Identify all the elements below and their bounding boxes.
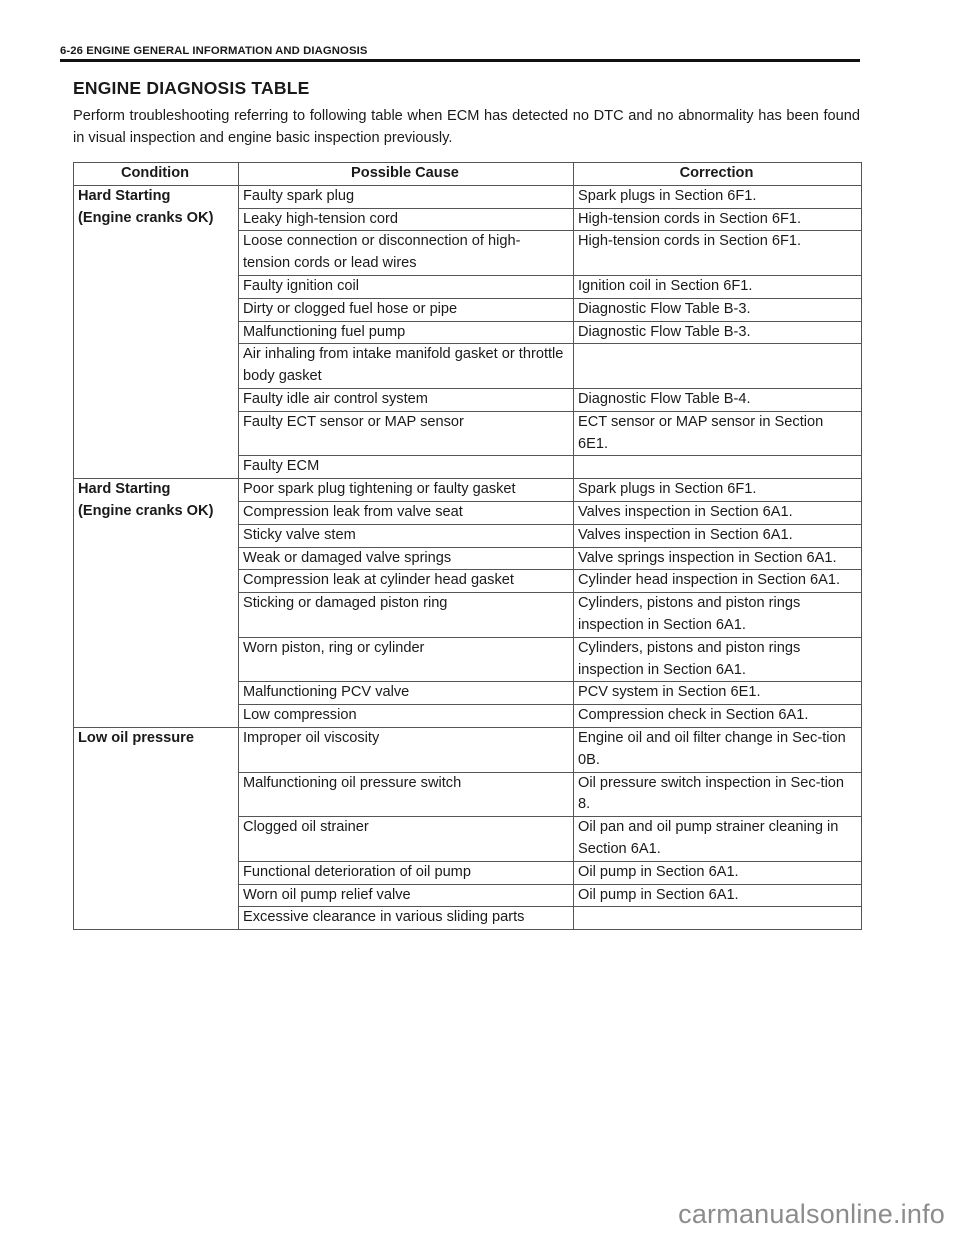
cause-cell: Functional deterioration of oil pump <box>239 861 574 884</box>
correction-cell: Valve springs inspection in Section 6A1. <box>574 547 862 570</box>
condition-line: Low oil pressure <box>78 729 194 746</box>
cause-cell: Compression leak at cylinder head gasket <box>239 570 574 593</box>
correction-cell: Spark plugs in Section 6F1. <box>574 479 862 502</box>
cause-cell: Worn piston, ring or cylinder <box>239 637 574 682</box>
correction-cell: Ignition coil in Section 6F1. <box>574 275 862 298</box>
cause-cell: Faulty idle air control system <box>239 388 574 411</box>
cause-cell: Low compression <box>239 705 574 728</box>
correction-cell: Valves inspection in Section 6A1. <box>574 524 862 547</box>
cause-cell: Leaky high-tension cord <box>239 208 574 231</box>
condition-line: (Engine cranks OK) <box>78 502 214 519</box>
correction-cell: High-tension cords in Section 6F1. <box>574 231 862 276</box>
cause-cell: Sticking or damaged piston ring <box>239 593 574 638</box>
correction-cell <box>574 456 862 479</box>
cause-cell: Faulty ECT sensor or MAP sensor <box>239 411 574 456</box>
table-body <box>74 185 862 929</box>
correction-cell: Oil pump in Section 6A1. <box>574 861 862 884</box>
column-header-condition: Condition <box>74 163 239 186</box>
correction-cell <box>574 344 862 389</box>
correction-cell: ECT sensor or MAP sensor in Section 6E1. <box>574 411 862 456</box>
correction-cell: Cylinder head inspection in Section 6A1. <box>574 570 862 593</box>
column-header-correction: Correction <box>574 163 862 186</box>
correction-cell: Cylinders, pistons and piston rings inspection in Section 6A1. <box>574 593 862 638</box>
cause-cell: Malfunctioning fuel pump <box>239 321 574 344</box>
condition-line: (Engine cranks OK) <box>78 209 214 226</box>
running-header: 6-26 ENGINE GENERAL INFORMATION AND DIAGNOSIS <box>60 44 860 62</box>
correction-cell: PCV system in Section 6E1. <box>574 682 862 705</box>
cause-cell: Faulty ignition coil <box>239 275 574 298</box>
correction-cell: Engine oil and oil filter change in Sec-tion 0B. <box>574 727 862 772</box>
table-row <box>74 185 862 208</box>
cause-cell: Weak or damaged valve springs <box>239 547 574 570</box>
cause-cell: Clogged oil strainer <box>239 817 574 862</box>
cause-cell: Poor spark plug tightening or faulty gasket <box>239 479 574 502</box>
cause-cell: Faulty spark plug <box>239 185 574 208</box>
correction-cell: Oil pressure switch inspection in Sec-tion 8. <box>574 772 862 817</box>
cause-cell: Malfunctioning PCV valve <box>239 682 574 705</box>
correction-cell: High-tension cords in Section 6F1. <box>574 208 862 231</box>
site-watermark: carmanualsonline.info <box>678 1199 945 1229</box>
correction-cell <box>574 907 862 930</box>
table-header-row <box>74 163 862 186</box>
table-row <box>74 479 862 502</box>
cause-cell: Malfunctioning oil pressure switch <box>239 772 574 817</box>
correction-cell: Valves inspection in Section 6A1. <box>574 501 862 524</box>
correction-cell: Diagnostic Flow Table B-4. <box>574 388 862 411</box>
cause-cell: Excessive clearance in various sliding parts <box>239 907 574 930</box>
cause-cell: Dirty or clogged fuel hose or pipe <box>239 298 574 321</box>
correction-cell: Oil pump in Section 6A1. <box>574 884 862 907</box>
condition-cell <box>74 185 239 478</box>
correction-cell: Diagnostic Flow Table B-3. <box>574 298 862 321</box>
column-header-possible-cause: Possible Cause <box>239 163 574 186</box>
section-title: ENGINE DIAGNOSIS TABLE <box>73 78 310 98</box>
intro-paragraph: Perform troubleshooting referring to following table when ECM has detected no DTC and no abnormality has been found in visual inspection and engine basic inspection previously. <box>73 108 860 146</box>
condition-cell <box>74 479 239 728</box>
cause-cell: Loose connection or disconnection of high-tension cords or lead wires <box>239 231 574 276</box>
condition-line: Hard Starting <box>78 187 171 204</box>
cause-cell: Improper oil viscosity <box>239 727 574 772</box>
cause-cell: Worn oil pump relief valve <box>239 884 574 907</box>
condition-line: Hard Starting <box>78 481 171 498</box>
cause-cell: Air inhaling from intake manifold gasket or throttle body gasket <box>239 344 574 389</box>
condition-cell <box>74 727 239 929</box>
cause-cell: Faulty ECM <box>239 456 574 479</box>
engine-diagnosis-table <box>73 162 862 930</box>
correction-cell: Cylinders, pistons and piston rings inspection in Section 6A1. <box>574 637 862 682</box>
correction-cell: Spark plugs in Section 6F1. <box>574 185 862 208</box>
table-row <box>74 727 862 772</box>
cause-cell: Compression leak from valve seat <box>239 501 574 524</box>
cause-cell: Sticky valve stem <box>239 524 574 547</box>
correction-cell: Compression check in Section 6A1. <box>574 705 862 728</box>
correction-cell: Oil pan and oil pump strainer cleaning in Section 6A1. <box>574 817 862 862</box>
correction-cell: Diagnostic Flow Table B-3. <box>574 321 862 344</box>
